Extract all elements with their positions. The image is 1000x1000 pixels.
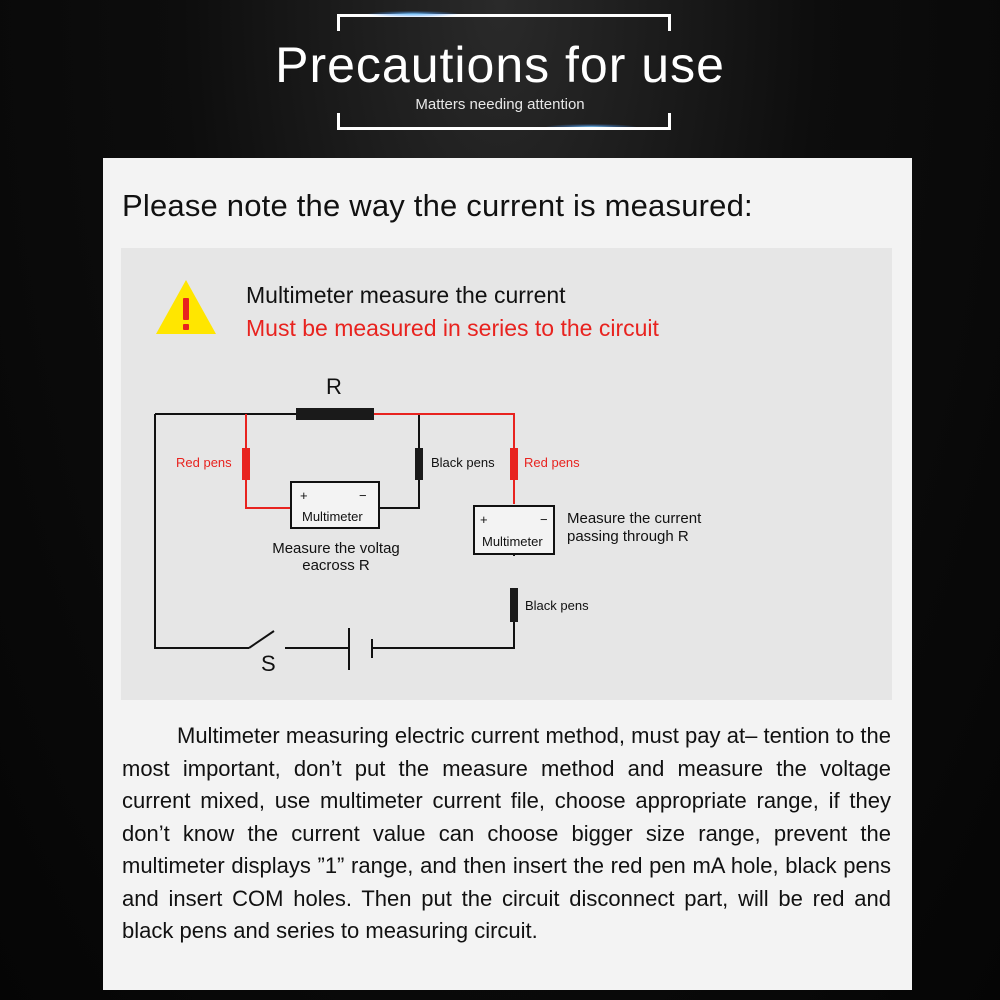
page-subtitle: Matters needing attention [415,96,585,113]
left-meter-caption-2: eacross R [302,557,370,574]
header-bracket-top [337,14,671,31]
left-red-pen-label: Red pens [176,455,232,470]
warning-line-1: Multimeter measure the current [246,282,566,308]
circuit-diagram [121,248,892,700]
right-meter-label: Multimeter [482,534,543,549]
body-paragraph: Multimeter measuring electric current method, must pay at– tention to the most important, don’t put the measure method and measure the voltage current mixed, use multimeter current file, choose appropriate range, if they don’t know the current value can choose bigger size range, prevent the multimeter displays ”1” range, and then insert the red pen mA hole, black pens and insert COM holes. Then put the circuit disconnect part, will be red and black pens and series to measuring circuit. [122,723,891,943]
body-text [122,720,891,948]
left-black-pen-label: Black pens [431,455,495,470]
left-meter-label: Multimeter [302,509,363,524]
left-black-pen [415,448,423,480]
circuit-wires [155,414,514,648]
left-meter-minus: − [359,488,367,503]
right-meter-caption-2: passing through R [567,528,689,545]
header-bracket-bottom [337,113,671,130]
right-red-pen-label: Red pens [524,455,580,470]
switch-label: S [261,651,276,676]
left-meter-caption-1: Measure the voltag [272,540,400,557]
right-black-pen-label: Black pens [525,598,589,613]
page-title: Precautions for use [275,37,725,93]
left-red-pen [242,448,250,480]
left-meter-plus: + [300,488,308,503]
resistor-label: R [326,374,342,399]
resistor [296,408,374,420]
right-black-pen [510,588,518,622]
content-panel [103,158,912,990]
right-meter-minus: − [540,512,548,527]
diagram-box [121,248,892,700]
header [0,0,1000,160]
right-meter-caption-1: Measure the current [567,510,702,527]
right-meter-plus: + [480,512,488,527]
header-glow-left [368,11,458,17]
warning-line-2: Must be measured in series to the circuit [246,315,659,341]
right-red-pen [510,448,518,480]
panel-title: Please note the way the current is measured: [122,188,753,223]
